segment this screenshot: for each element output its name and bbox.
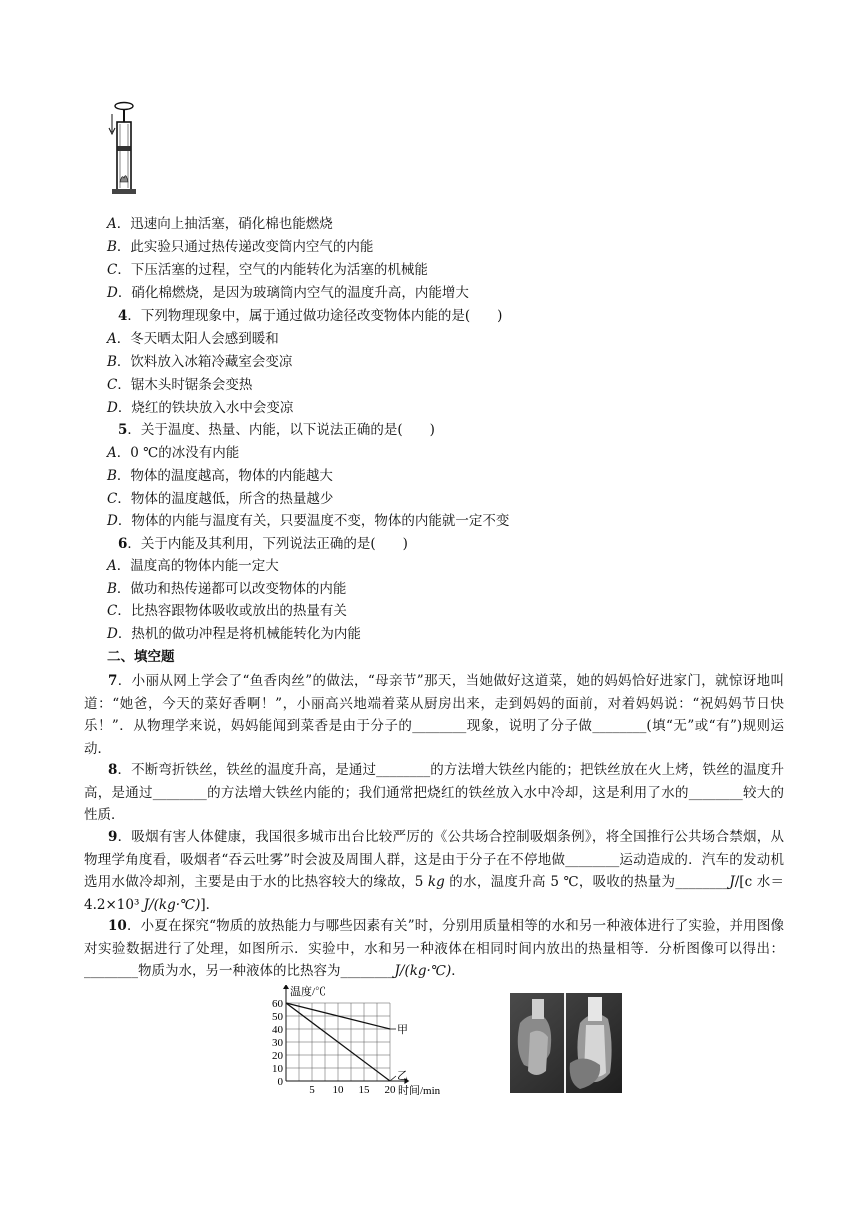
option-letter: D [107,626,118,642]
question-text: 小夏在探究“物质的放热能力与哪些因素有关”时，分别用质量相等的水和另一种液体进行了实验，并用图像对实验数据进行了处理，如图所示．实验中，水和另一种液体在相同时间内放出的热量相等．分析图像可以得出：________物质为水，另一种液体的比热容为________ [84,918,785,979]
q4-option-b: B．饮料放入冰箱冷藏室会变凉 [107,354,293,370]
q4-option-d: D．烧红的铁块放入水中会变凉 [107,400,294,416]
y-axis-arrow-icon [283,985,289,989]
q5-option-c: C．物体的温度越低，所含的热量越少 [107,491,334,507]
option-text: 物体的温度越高，物体的内能越大 [130,468,333,484]
option-letter: A [107,558,117,574]
y-tick-label: 40 [272,1024,283,1036]
unit-specific-heat: J/(kg·℃) [143,896,201,913]
option-letter: A [107,216,117,232]
q3-option-c: C．下压活塞的过程，空气的内能转化为活塞的机械能 [107,262,428,278]
q7-paragraph: 7．小丽从网上学会了“鱼香肉丝”的做法，“母亲节”那天，当她做好这道菜，她的妈妈恰好进家门，就惊讶地叫道：“她爸，今天的菜好香啊！”，小丽高兴地端着菜从厨房出来，走到妈妈的面前，对着妈妈说：“祝妈妈节日快乐！”．从物理学来说，妈妈能闻到菜香是由于分子的________现象，说明了分子做________(填“无”或“有”)规则运动． [84,673,785,757]
series-label-leader-2 [390,1076,396,1081]
option-text: 做功和热传递都可以改变物体的内能 [130,581,347,597]
option-letter: D [107,400,118,416]
option-text: 比热容跟物体吸收或放出的热量有关 [130,603,347,619]
unit-j: J [729,874,735,890]
question-text: 吸烟有害人体健康，我国很多城市出台比较严厉的《公共场合控制吸烟条例》，将全国推行公共场合禁烟，从物理学角度看，吸烟者“吞云吐雾”时会波及周围人群，这是由于分子在不停地做________运动造成的．汽车的发动机选用水做冷却剂，主要是由于水的比热容较大的缘故，5 [84,829,784,890]
unit-kg: kg [427,874,445,890]
q4-stem: 4．下列物理现象中，属于通过做功途径改变物体内能的是( ) [118,308,503,324]
question-number: 6 [118,536,128,552]
q3-option-b: B．此实验只通过热传递改变筒内空气的内能 [107,239,374,255]
bottle-photo [510,993,622,1093]
q3-option-a: A．迅速向上抽活塞，硝化棉也能燃烧 [107,216,333,232]
option-text: 冬天晒太阳人会感到暖和 [130,331,279,347]
option-letter: A [107,331,117,347]
q6-option-a: A．温度高的物体内能一定大 [107,558,279,574]
question-text-cont: 的水，温度升高 5 ℃，吸收的热量为________ [444,874,730,890]
q8-paragraph: 8．不断弯折铁丝，铁丝的温度升高，是通过________的方法增大铁丝内能的；把铁丝放在火上烤，铁丝的温度升高，是通过________的方法增大铁丝内能的；我们通常把烧红的铁丝放入水中冷却，这是利用了水的________较大的性质． [84,762,785,823]
question-text: 下列物理现象中，属于通过做功途径改变物体内能的是( ) [140,308,503,324]
option-letter: B [107,468,117,484]
option-text: 烧红的铁块放入水中会变凉 [131,400,294,416]
question-text-cont: /[c 水＝4.2×10³ [84,874,784,913]
option-letter: C [107,603,118,619]
q5-stem: 5．关于温度、热量、内能，以下说法正确的是( ) [118,422,435,438]
option-text: 迅速向上抽活塞，硝化棉也能燃烧 [130,216,333,232]
option-letter: C [107,262,118,278]
option-text: 此实验只通过热传递改变筒内空气的内能 [130,239,374,255]
option-text: 物体的温度越低，所含的热量越少 [130,491,334,507]
question-number: 8 [108,762,118,778]
y-tick-label: 60 [272,998,283,1010]
section-title-fill-in: 二、填空题 [107,649,175,665]
option-letter: D [107,285,118,301]
q6-option-c: C．比热容跟物体吸收或放出的热量有关 [107,603,347,619]
question-text: 小丽从网上学会了“鱼香肉丝”的做法，“母亲节”那天，当她做好这道菜，她的妈妈恰好进家门，就惊讶地叫道：“她爸，今天的菜好香啊！”，小丽高兴地端着菜从厨房出来，走到妈妈的面前，对着妈妈说：“祝妈妈节日快乐！”．从物理学来说，妈妈能闻到菜香是由于分子的________现象，说明了分子做________(填“无”或“有”)规则运动． [84,673,785,757]
q6-option-d: D．热机的做功冲程是将机械能转化为内能 [107,626,361,642]
unit-specific-heat: J/(kg·℃) [394,963,452,979]
y-tick-label: 50 [272,1011,283,1023]
option-text: 温度高的物体内能一定大 [130,558,279,574]
option-text: 饮料放入冰箱冷藏室会变凉 [130,354,293,370]
q4-option-c: C．锯木头时锯条会变热 [107,377,253,393]
piston [118,146,131,151]
question-number: 9 [108,829,118,845]
question-text-end: ]． [200,896,220,913]
air-compression-apparatus-figure [104,100,138,200]
q4-option-a: A．冬天晒太阳人会感到暖和 [107,331,279,347]
question-text: 关于内能及其利用，下列说法正确的是( ) [140,536,408,552]
q5-option-d: D．物体的内能与温度有关，只要温度不变，物体的内能就一定不变 [107,513,510,529]
q5-option-a: A．0 ℃的冰没有内能 [107,445,240,461]
q9-paragraph: 9．吸烟有害人体健康，我国很多城市出台比较严厉的《公共场合控制吸烟条例》，将全国推行公共场合禁烟，从物理学角度看，吸烟者“吞云吐雾”时会波及周围人群，这是由于分子在不停地做________运动造成的．汽车的发动机选用水做冷却剂，主要是由于水的比热容较大的缘故，5 kg 的水，温度升高 5 ℃，吸收的热量为________J/[c 水＝4.2×10³ J/(kg·℃)]． [84,829,784,913]
y-tick-label: 30 [272,1037,283,1049]
option-letter: A [107,445,117,461]
option-letter: C [107,491,118,507]
option-text: 硝化棉燃烧，是因为玻璃筒内空气的温度升高，内能增大 [131,285,469,301]
option-letter: D [107,513,118,529]
question-text-end: ． [451,963,465,979]
q10-paragraph: 10．小夏在探究“物质的放热能力与哪些因素有关”时，分别用质量相等的水和另一种液体进行了实验，并用图像对实验数据进行了处理，如图所示．实验中，水和另一种液体在相同时间内放出的热量相等．分析图像可以得出：________物质为水，另一种液体的比热容为________J/(kg·℃)． [84,918,785,979]
question-text: 关于温度、热量、内能，以下说法正确的是( ) [140,422,435,438]
x-tick-label: 15 [358,1084,370,1095]
option-letter: B [107,581,117,597]
q6-stem: 6．关于内能及其利用，下列说法正确的是( ) [118,536,408,552]
y-tick-label: 20 [272,1050,283,1062]
option-text: 热机的做功冲程是将机械能转化为内能 [131,626,361,642]
option-letter: B [107,239,117,255]
option-text: 下压活塞的过程，空气的内能转化为活塞的机械能 [130,262,428,278]
q6-option-b: B．做功和热传递都可以改变物体的内能 [107,581,347,597]
x-tick-label: 20 [384,1084,396,1095]
y-axis-label: 温度/℃ [290,986,327,998]
x-tick-label: 10 [332,1084,344,1095]
option-letter: C [107,377,118,393]
question-number: 5 [118,422,128,438]
x-tick-label: 5 [309,1084,315,1095]
q3-option-d: D．硝化棉燃烧，是因为玻璃筒内空气的温度升高，内能增大 [107,285,469,301]
question-text: 不断弯折铁丝，铁丝的温度升高，是通过________的方法增大铁丝内能的；把铁丝放在火上烤，铁丝的温度升高，是通过________的方法增大铁丝内能的；我们通常把烧红的铁丝放入水中冷却，这是利用了水的________较大的性质． [84,762,785,823]
y-tick-label: 10 [272,1063,283,1075]
option-text: 0 ℃的冰没有内能 [130,445,240,461]
option-text: 物体的内能与温度有关，只要温度不变，物体的内能就一定不变 [131,513,510,529]
option-letter: B [107,354,117,370]
apparatus-base [112,189,136,194]
piston-handle-knob [115,103,133,110]
question-number: 4 [118,308,128,324]
option-text: 锯木头时锯条会变热 [130,377,253,393]
q5-option-b: B．物体的温度越高，物体的内能越大 [107,468,333,484]
series-label-1: 甲 [397,1024,408,1036]
temperature-time-graph [262,985,462,1095]
question-number: 7 [108,673,118,689]
x-axis-label: 时间/min [398,1085,441,1095]
question-number: 10 [108,918,127,934]
origin-label: 0 [277,1076,283,1088]
series-label-2: 乙 [397,1070,408,1082]
